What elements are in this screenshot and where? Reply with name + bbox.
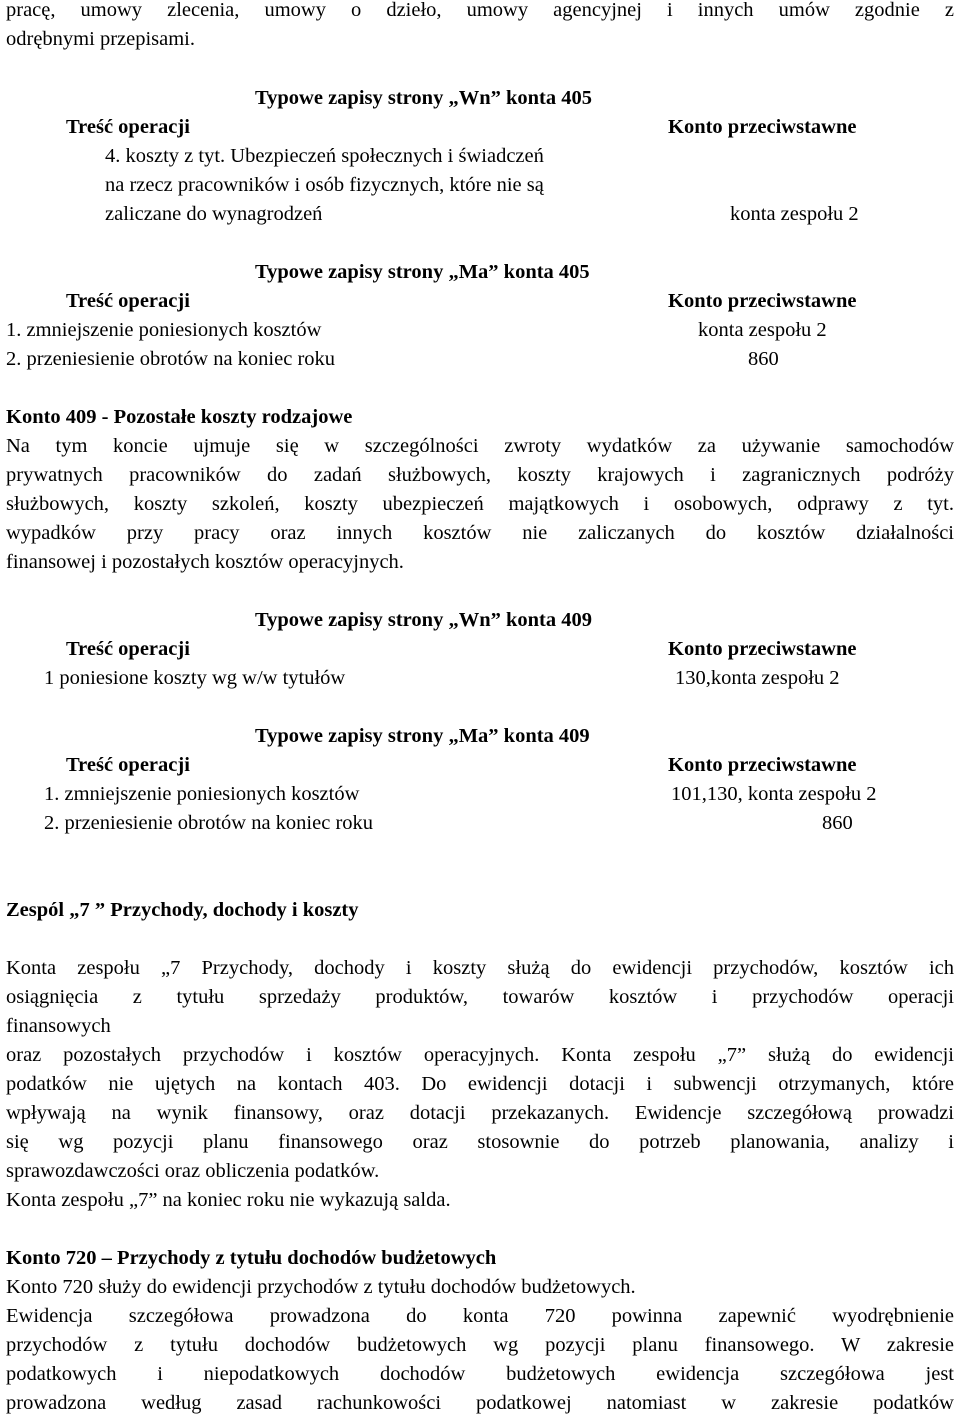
konto-720-heading: Konto 720 – Przychody z tytułu dochodów budżetowych xyxy=(6,1247,497,1269)
ma409-item-2-konto: 860 xyxy=(822,812,853,834)
ma405-item-2: 2. przeniesienie obrotów na koniec roku xyxy=(6,348,336,370)
z7-para-line-3: finansowych xyxy=(6,1015,111,1037)
zespol-7-heading: Zespól „7 ” Przychody, dochody i koszty xyxy=(6,899,359,921)
col-konto-przeciwstawne: Konto przeciwstawne xyxy=(668,754,857,776)
wn405-item-1-line-2: na rzecz pracowników i osób fizycznych, które nie są xyxy=(105,174,544,196)
col-konto-przeciwstawne: Konto przeciwstawne xyxy=(668,638,857,660)
col-tresc-operacji: Treść operacji xyxy=(66,754,190,776)
col-tresc-operacji: Treść operacji xyxy=(66,638,190,660)
ma405-item-1-konto: konta zespołu 2 xyxy=(698,319,827,341)
col-tresc-operacji: Treść operacji xyxy=(66,116,190,138)
z7-para-line-4: oraz pozostałych przychodów i kosztów operacyjnych. Konta zespołu „7” służą do ewidencji xyxy=(6,1044,954,1066)
k720-line-5: prowadzona według zasad rachunkowości podatkowej natomiast w zakresie podatków xyxy=(6,1392,954,1414)
z7-para-line-2: osiągnięcia z tytułu sprzedaży produktów, towarów kosztów i przychodów operacji xyxy=(6,986,954,1008)
k409-para-line-5: finansowej i pozostałych kosztów operacyjnych. xyxy=(6,551,404,573)
k409-para-line-1: Na tym koncie ujmuje się w szczególności zwroty wydatków za używanie samochodów xyxy=(6,435,954,457)
z7-para-line-9: Konta zespołu „7” na koniec roku nie wykazują salda. xyxy=(6,1189,451,1211)
ma409-item-1-konto: 101,130, konta zespołu 2 xyxy=(671,783,877,805)
col-tresc-operacji: Treść operacji xyxy=(66,290,190,312)
ma409-item-2: 2. przeniesienie obrotów na koniec roku xyxy=(44,812,374,834)
wn409-item-1-konto: 130,konta zespołu 2 xyxy=(675,667,840,689)
konto-409-heading: Konto 409 - Pozostałe koszty rodzajowe xyxy=(6,406,353,428)
heading-wn-405: Typowe zapisy strony „Wn” konta 405 xyxy=(255,87,592,109)
wn405-item-1-konto: konta zespołu 2 xyxy=(730,203,859,225)
ma405-item-2-konto: 860 xyxy=(748,348,779,370)
heading-wn-409: Typowe zapisy strony „Wn” konta 409 xyxy=(255,609,592,631)
wn405-item-1-line-3: zaliczane do wynagrodzeń xyxy=(105,203,323,225)
z7-para-line-1: Konta zespołu „7 Przychody, dochody i koszty służą do ewidencji przychodów, kosztów ich xyxy=(6,957,954,979)
k720-line-2: Ewidencja szczegółowa prowadzona do konta 720 powinna zapewnić wyodrębnienie xyxy=(6,1305,954,1327)
z7-para-line-5: podatków nie ujętych na kontach 403. Do ewidencji dotacji i subwencji otrzymanych, które xyxy=(6,1073,954,1095)
heading-ma-409: Typowe zapisy strony „Ma” konta 409 xyxy=(255,725,590,747)
k409-para-line-4: wypadków przy pracy oraz innych kosztów nie zaliczanych do kosztów działalności xyxy=(6,522,954,544)
k720-line-3: przychodów z tytułu dochodów budżetowych wg pozycji planu finansowego. W zakresie xyxy=(6,1334,954,1356)
k409-para-line-2: prywatnych pracowników do zadań służbowych, koszty krajowych i zagranicznych podróży xyxy=(6,464,954,486)
z7-para-line-6: wpływają na wynik finansowy, oraz dotacji przekazanych. Ewidencje szczegółową prowadzi xyxy=(6,1102,954,1124)
ma405-item-1: 1. zmniejszenie poniesionych kosztów xyxy=(6,319,322,341)
intro-line-2: odrębnymi przepisami. xyxy=(6,28,196,50)
wn409-item-1: 1 poniesione koszty wg w/w tytułów xyxy=(44,667,346,689)
heading-ma-405: Typowe zapisy strony „Ma” konta 405 xyxy=(255,261,590,283)
col-konto-przeciwstawne: Konto przeciwstawne xyxy=(668,116,857,138)
wn405-item-1-line-1: 4. koszty z tyt. Ubezpieczeń społecznych i świadczeń xyxy=(105,145,544,167)
k720-line-4: podatkowych i niepodatkowych dochodów budżetowych ewidencja szczegółowa jest xyxy=(6,1363,954,1385)
intro-line-1: pracę, umowy zlecenia, umowy o dzieło, umowy agencyjnej i innych umów zgodnie z xyxy=(6,0,954,21)
k720-line-1: Konto 720 służy do ewidencji przychodów z tytułu dochodów budżetowych. xyxy=(6,1276,636,1298)
z7-para-line-7: się wg pozycji planu finansowego oraz stosownie do potrzeb planowania, analizy i xyxy=(6,1131,954,1153)
k409-para-line-3: służbowych, koszty szkoleń, koszty ubezpieczeń majątkowych i osobowych, odprawy z tyt. xyxy=(6,493,954,515)
col-konto-przeciwstawne: Konto przeciwstawne xyxy=(668,290,857,312)
ma409-item-1: 1. zmniejszenie poniesionych kosztów xyxy=(44,783,360,805)
z7-para-line-8: sprawozdawczości oraz obliczenia podatków. xyxy=(6,1160,380,1182)
